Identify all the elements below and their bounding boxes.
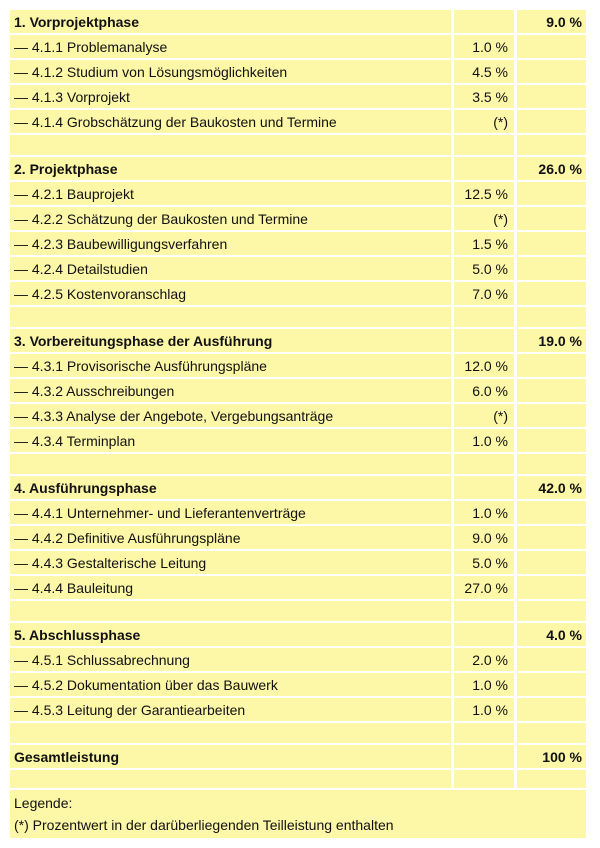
section-header-row [10, 476, 586, 499]
item-value: (*) [454, 207, 514, 230]
spacer-row [10, 135, 586, 155]
item-value: 5.0 % [454, 257, 514, 280]
blank-cell [517, 404, 586, 427]
item-label: — 4.5.2 Dokumentation über das Bauwerk [10, 673, 451, 696]
item-label: — 4.4.4 Bauleitung [10, 576, 451, 599]
blank-cell [517, 673, 586, 696]
blank-cell [10, 723, 451, 743]
section-title: 5. Abschlussphase [10, 623, 451, 646]
blank-cell [454, 745, 514, 768]
item-value: (*) [454, 110, 514, 133]
item-row [10, 576, 586, 599]
item-label: — 4.1.1 Problemanalyse [10, 35, 451, 58]
item-value: 1.0 % [454, 429, 514, 452]
blank-cell [517, 354, 586, 377]
item-label: — 4.3.4 Terminplan [10, 429, 451, 452]
legend-note: (*) Prozentwert in der darüberliegenden Teilleistung enthalten [14, 817, 394, 833]
blank-cell [517, 501, 586, 524]
item-row [10, 673, 586, 696]
item-label: — 4.2.1 Bauprojekt [10, 182, 451, 205]
blank-cell [517, 576, 586, 599]
item-row [10, 282, 586, 305]
blank-cell [517, 135, 586, 155]
blank-cell [10, 454, 451, 474]
blank-cell [517, 601, 586, 621]
item-row [10, 648, 586, 671]
section-header-row [10, 157, 586, 180]
blank-cell [454, 307, 514, 327]
blank-cell [517, 379, 586, 402]
spacer-row [10, 307, 586, 327]
blank-cell [517, 232, 586, 255]
item-row [10, 207, 586, 230]
item-label: — 4.2.4 Detailstudien [10, 257, 451, 280]
item-label: — 4.4.1 Unternehmer- und Lieferantenverträge [10, 501, 451, 524]
section-total: 42.0 % [517, 476, 586, 499]
item-row [10, 60, 586, 83]
item-label: — 4.4.2 Definitive Ausführungspläne [10, 526, 451, 549]
blank-cell [10, 307, 451, 327]
item-label: — 4.2.3 Baubewilligungsverfahren [10, 232, 451, 255]
blank-cell [10, 601, 451, 621]
item-value: 1.0 % [454, 35, 514, 58]
item-row [10, 429, 586, 452]
section-title: 4. Ausführungsphase [10, 476, 451, 499]
blank-cell [454, 601, 514, 621]
item-label: — 4.5.3 Leitung der Garantiearbeiten [10, 698, 451, 721]
item-label: — 4.3.3 Analyse der Angebote, Vergebungsanträge [10, 404, 451, 427]
item-label: — 4.1.3 Vorprojekt [10, 85, 451, 108]
item-row [10, 526, 586, 549]
item-value: 5.0 % [454, 551, 514, 574]
blank-cell [517, 257, 586, 280]
section-header-row [10, 10, 586, 33]
item-value: 9.0 % [454, 526, 514, 549]
legend [10, 790, 586, 838]
section-total: 4.0 % [517, 623, 586, 646]
blank-cell [454, 476, 514, 499]
blank-cell [454, 157, 514, 180]
item-value: 27.0 % [454, 576, 514, 599]
blank-cell [517, 60, 586, 83]
spacer-row [10, 723, 586, 743]
blank-cell [517, 182, 586, 205]
item-row [10, 501, 586, 524]
item-row [10, 35, 586, 58]
item-row [10, 379, 586, 402]
item-value: 1.0 % [454, 673, 514, 696]
blank-cell [517, 429, 586, 452]
item-label: — 4.3.1 Provisorische Ausführungspläne [10, 354, 451, 377]
item-row [10, 404, 586, 427]
blank-cell [517, 110, 586, 133]
blank-cell [517, 770, 586, 788]
item-row [10, 551, 586, 574]
blank-cell [517, 526, 586, 549]
total-value: 100 % [517, 745, 586, 768]
legend-title: Legende: [14, 795, 73, 811]
section-total: 26.0 % [517, 157, 586, 180]
item-label: — 4.3.2 Ausschreibungen [10, 379, 451, 402]
item-value: 2.0 % [454, 648, 514, 671]
section-header-row [10, 329, 586, 352]
item-value: 4.5 % [454, 60, 514, 83]
blank-cell [454, 770, 514, 788]
spacer-row [10, 454, 586, 474]
blank-cell [517, 723, 586, 743]
blank-cell [517, 551, 586, 574]
item-label: — 4.2.2 Schätzung der Baukosten und Termine [10, 207, 451, 230]
item-label: — 4.4.3 Gestalterische Leitung [10, 551, 451, 574]
section-title: 1. Vorprojektphase [10, 10, 451, 33]
section-total: 19.0 % [517, 329, 586, 352]
blank-cell [517, 454, 586, 474]
item-row [10, 232, 586, 255]
blank-cell [10, 770, 451, 788]
blank-cell [517, 648, 586, 671]
section-header-row [10, 623, 586, 646]
blank-cell [10, 135, 451, 155]
blank-cell [454, 723, 514, 743]
blank-cell [517, 85, 586, 108]
item-label: — 4.1.2 Studium von Lösungsmöglichkeiten [10, 60, 451, 83]
item-row [10, 110, 586, 133]
fee-table [10, 10, 586, 838]
blank-cell [454, 135, 514, 155]
section-title: 2. Projektphase [10, 157, 451, 180]
item-value: 6.0 % [454, 379, 514, 402]
blank-cell [517, 35, 586, 58]
item-label: — 4.1.4 Grobschätzung der Baukosten und Termine [10, 110, 451, 133]
blank-cell [454, 329, 514, 352]
item-row [10, 182, 586, 205]
spacer-row [10, 770, 586, 788]
item-row [10, 257, 586, 280]
item-value: (*) [454, 404, 514, 427]
section-total: 9.0 % [517, 10, 586, 33]
section-title: 3. Vorbereitungsphase der Ausführung [10, 329, 451, 352]
spacer-row [10, 601, 586, 621]
total-label: Gesamtleistung [10, 745, 451, 768]
blank-cell [454, 10, 514, 33]
item-row [10, 698, 586, 721]
blank-cell [517, 307, 586, 327]
item-value: 12.0 % [454, 354, 514, 377]
blank-cell [454, 454, 514, 474]
item-row [10, 354, 586, 377]
blank-cell [517, 207, 586, 230]
item-value: 12.5 % [454, 182, 514, 205]
item-value: 7.0 % [454, 282, 514, 305]
item-label: — 4.5.1 Schlussabrechnung [10, 648, 451, 671]
blank-cell [517, 282, 586, 305]
item-value: 1.0 % [454, 698, 514, 721]
item-label: — 4.2.5 Kostenvoranschlag [10, 282, 451, 305]
item-row [10, 85, 586, 108]
blank-cell [517, 698, 586, 721]
item-value: 3.5 % [454, 85, 514, 108]
total-row [10, 745, 586, 768]
item-value: 1.5 % [454, 232, 514, 255]
blank-cell [454, 623, 514, 646]
item-value: 1.0 % [454, 501, 514, 524]
